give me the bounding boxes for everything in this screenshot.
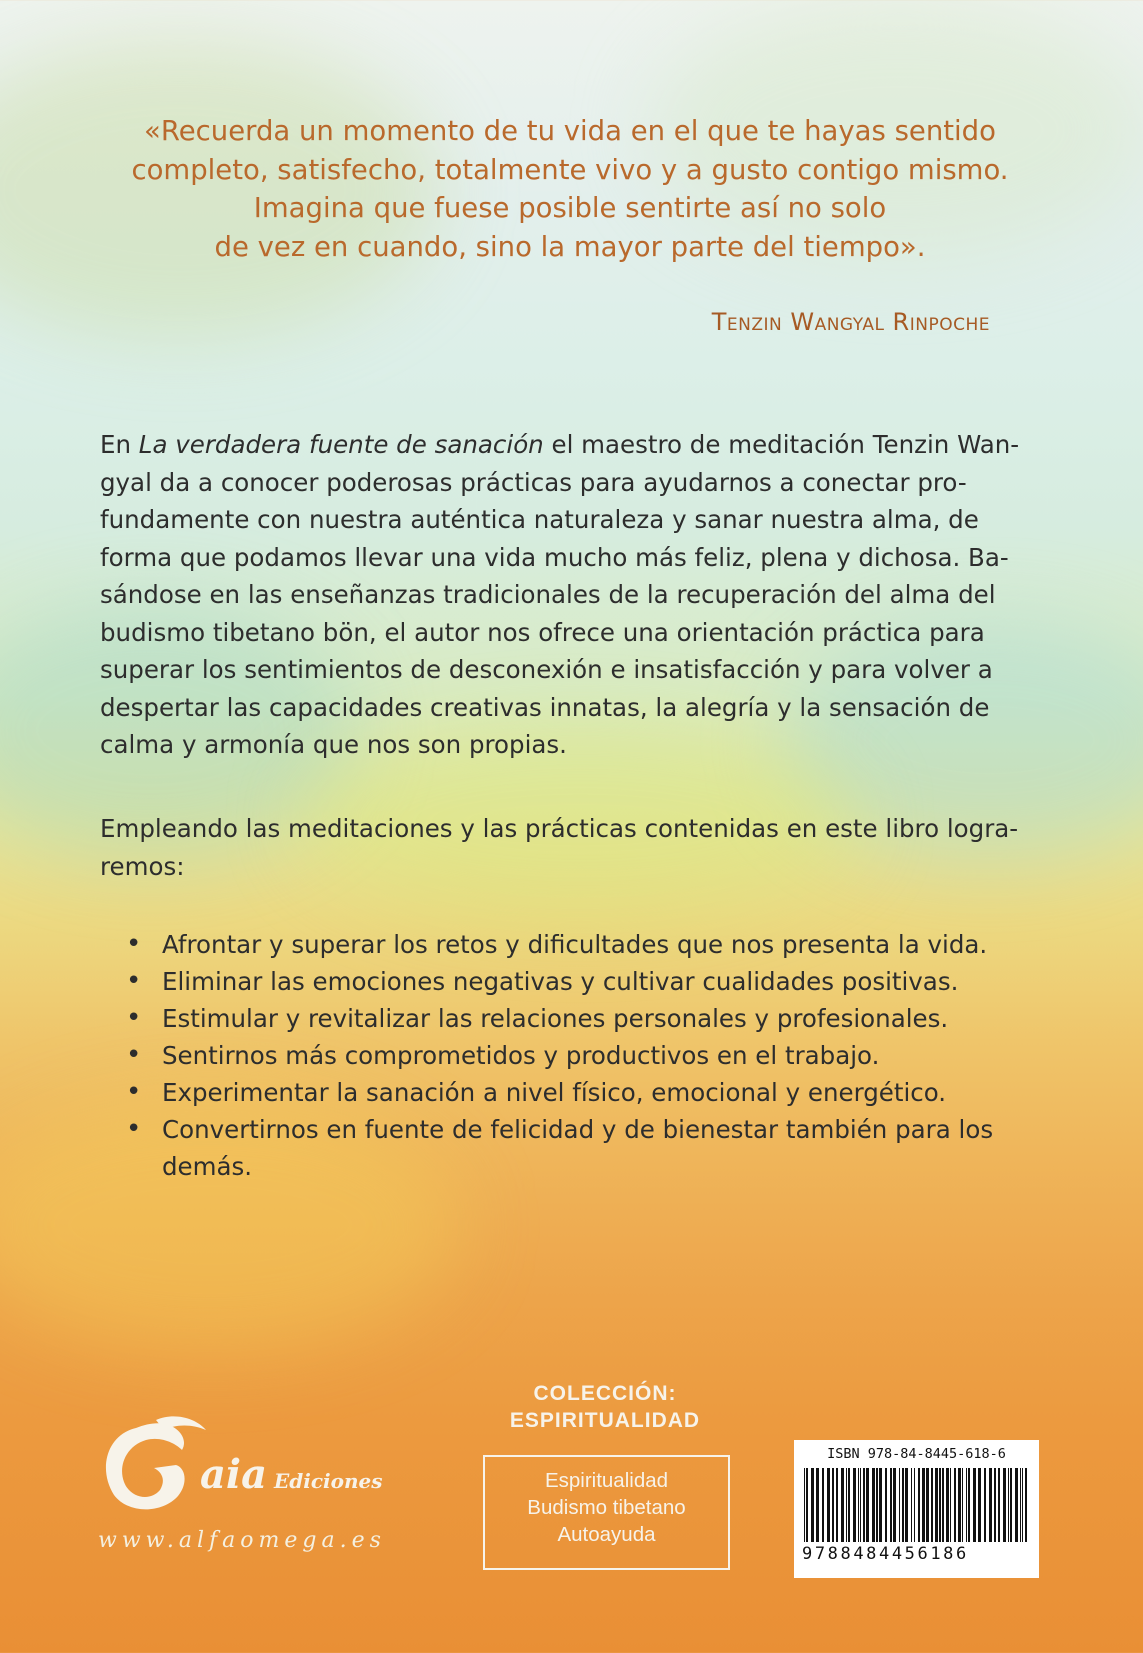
- barcode-bar: [902, 1468, 904, 1542]
- list-item: • Convertirnos en fuente de felicidad y de bienestar también para los demás.: [126, 1111, 1026, 1185]
- paragraph-text: el maestro de meditación Tenzin Wan-: [543, 430, 1020, 459]
- barcode-bar: [848, 1468, 850, 1542]
- paragraph-text: En: [100, 430, 139, 459]
- barcode-bar: [1020, 1468, 1021, 1542]
- barcode-bar: [832, 1468, 834, 1542]
- description-paragraph-2: [100, 810, 1055, 885]
- paragraph-line: fundamente con nuestra auténtica naturaleza y sanar nuestra alma, de: [100, 505, 979, 534]
- collection-label-line: ESPIRITUALIDAD: [509, 1409, 701, 1432]
- list-item: • Estimular y revitalizar las relaciones personales y profesionales.: [126, 1000, 1026, 1037]
- barcode-bar: [922, 1468, 925, 1542]
- barcode-bar: [804, 1468, 805, 1542]
- barcode-bar: [885, 1468, 887, 1542]
- barcode-bar: [853, 1468, 856, 1542]
- barcode-bar: [1025, 1468, 1027, 1542]
- quote-line: «Recuerda un momento de tu vida en el que te hayas sentido: [144, 115, 996, 147]
- barcode-bar: [879, 1468, 882, 1542]
- category-item: Autoayuda: [557, 1523, 656, 1546]
- barcode-bar: [860, 1468, 861, 1542]
- svg-text:Ediciones: Ediciones: [274, 1469, 383, 1493]
- quote-author: Tenzin Wangyal Rinpoche: [711, 308, 990, 336]
- category-box: [483, 1455, 730, 1570]
- collection-label: [480, 1380, 730, 1434]
- barcode-bar: [914, 1468, 915, 1542]
- barcode-bar: [950, 1468, 951, 1542]
- barcode-bar: [876, 1468, 878, 1542]
- description-paragraph-1: [100, 426, 1055, 764]
- barcode-bar: [858, 1468, 859, 1542]
- barcode-bar: [989, 1468, 992, 1542]
- barcode-bar: [1010, 1468, 1012, 1542]
- paragraph-line: Empleando las meditaciones y las prácticas contenidas en este libro logra-: [100, 814, 1019, 843]
- barcode-bar: [1015, 1468, 1018, 1542]
- benefits-list: [126, 926, 1026, 1185]
- barcode-bar: [942, 1468, 944, 1542]
- barcode-bar: [806, 1468, 808, 1542]
- quote-line: de vez en cuando, sino la mayor parte del tiempo».: [214, 230, 926, 263]
- barcode-number: 9788484456186: [802, 1544, 969, 1564]
- barcode-bar: [827, 1468, 830, 1542]
- isbn-label: ISBN 978-84-8445-618-6: [827, 1446, 1006, 1462]
- epigraph-quote: [110, 112, 1030, 266]
- barcode-bar: [935, 1468, 938, 1542]
- barcode-bar: [973, 1468, 976, 1542]
- barcode-bar: [918, 1468, 920, 1542]
- publisher-url[interactable]: www.alfaomega.es: [98, 1528, 386, 1553]
- category-item: Espiritualidad: [544, 1469, 669, 1492]
- barcode-bar: [893, 1468, 896, 1542]
- barcode-bar: [1022, 1468, 1023, 1542]
- book-title: La verdadera fuente de sanación: [138, 430, 544, 459]
- list-item: • Sentirnos más comprometidos y productivos en el trabajo.: [126, 1037, 1026, 1074]
- barcode-bar: [931, 1468, 933, 1542]
- barcode-bar: [962, 1468, 963, 1542]
- barcode-bar: [841, 1468, 844, 1542]
- barcode-bar: [816, 1468, 819, 1542]
- svg-text:aia: aia: [200, 1451, 268, 1498]
- barcode-bar: [998, 1468, 1000, 1542]
- barcode-bar: [905, 1468, 908, 1542]
- barcode-bars: [802, 1468, 1031, 1542]
- paragraph-line: despertar las capacidades creativas innatas, la alegría y la sensación de: [100, 692, 990, 722]
- barcode-bar: [863, 1468, 865, 1542]
- barcode-bar: [939, 1468, 941, 1542]
- barcode-bar: [811, 1468, 814, 1542]
- barcode-bar: [926, 1468, 929, 1542]
- barcode-bar: [978, 1468, 981, 1542]
- paragraph-line: forma que podamos llevar una vida mucho más feliz, plena y dichosa. Ba-: [100, 542, 1009, 572]
- isbn-barcode: [794, 1440, 1039, 1578]
- paragraph-line: [100, 426, 1055, 464]
- quote-line: completo, satisfecho, totalmente vivo y a gusto contigo mismo.: [131, 153, 1009, 186]
- barcode-bar: [954, 1468, 956, 1542]
- barcode-bar: [846, 1468, 847, 1542]
- barcode-bar: [890, 1468, 892, 1542]
- barcode-bar: [966, 1468, 967, 1542]
- barcode-bar: [994, 1468, 996, 1542]
- list-item: • Eliminar las emociones negativas y cultivar cualidades positivas.: [126, 963, 1026, 1000]
- barcode-bar: [984, 1468, 986, 1542]
- gaia-globe-icon: [96, 1410, 426, 1520]
- barcode-bar: [872, 1468, 875, 1542]
- barcode-bar: [958, 1468, 961, 1542]
- list-item: • Afrontar y superar los retos y dificultades que nos presenta la vida.: [126, 926, 1026, 963]
- barcode-bar: [911, 1468, 912, 1542]
- paragraph-line: superar los sentimientos de desconexión e insatisfacción y para volver a: [100, 655, 993, 684]
- paragraph-line: calma y armonía que nos son propias.: [100, 730, 567, 759]
- barcode-bar: [836, 1468, 838, 1542]
- barcode-bar: [866, 1468, 869, 1542]
- barcode-bar: [822, 1468, 824, 1542]
- barcode-bar: [1003, 1468, 1006, 1542]
- quote-line: Imagina que fuese posible sentirte así no solo: [253, 192, 887, 224]
- paragraph-line: gyal da a conocer poderosas prácticas para ayudarnos a conectar pro-: [100, 467, 967, 497]
- category-item: Budismo tibetano: [527, 1496, 686, 1519]
- paragraph-line: budismo tibetano bön, el autor nos ofrece una orientación práctica para: [100, 617, 985, 647]
- barcode-bar: [1008, 1468, 1009, 1542]
- paragraph-line: sándose en las enseñanzas tradicionales de la recuperación del alma del: [100, 580, 996, 609]
- list-item: • Experimentar la sanación a nivel físico, emocional y energético.: [126, 1074, 1026, 1111]
- collection-label-line: COLECCIÓN:: [533, 1382, 677, 1405]
- paragraph-line: remos:: [100, 851, 185, 881]
- barcode-bar: [899, 1468, 900, 1542]
- barcode-bar: [946, 1468, 949, 1542]
- barcode-bar: [968, 1468, 970, 1542]
